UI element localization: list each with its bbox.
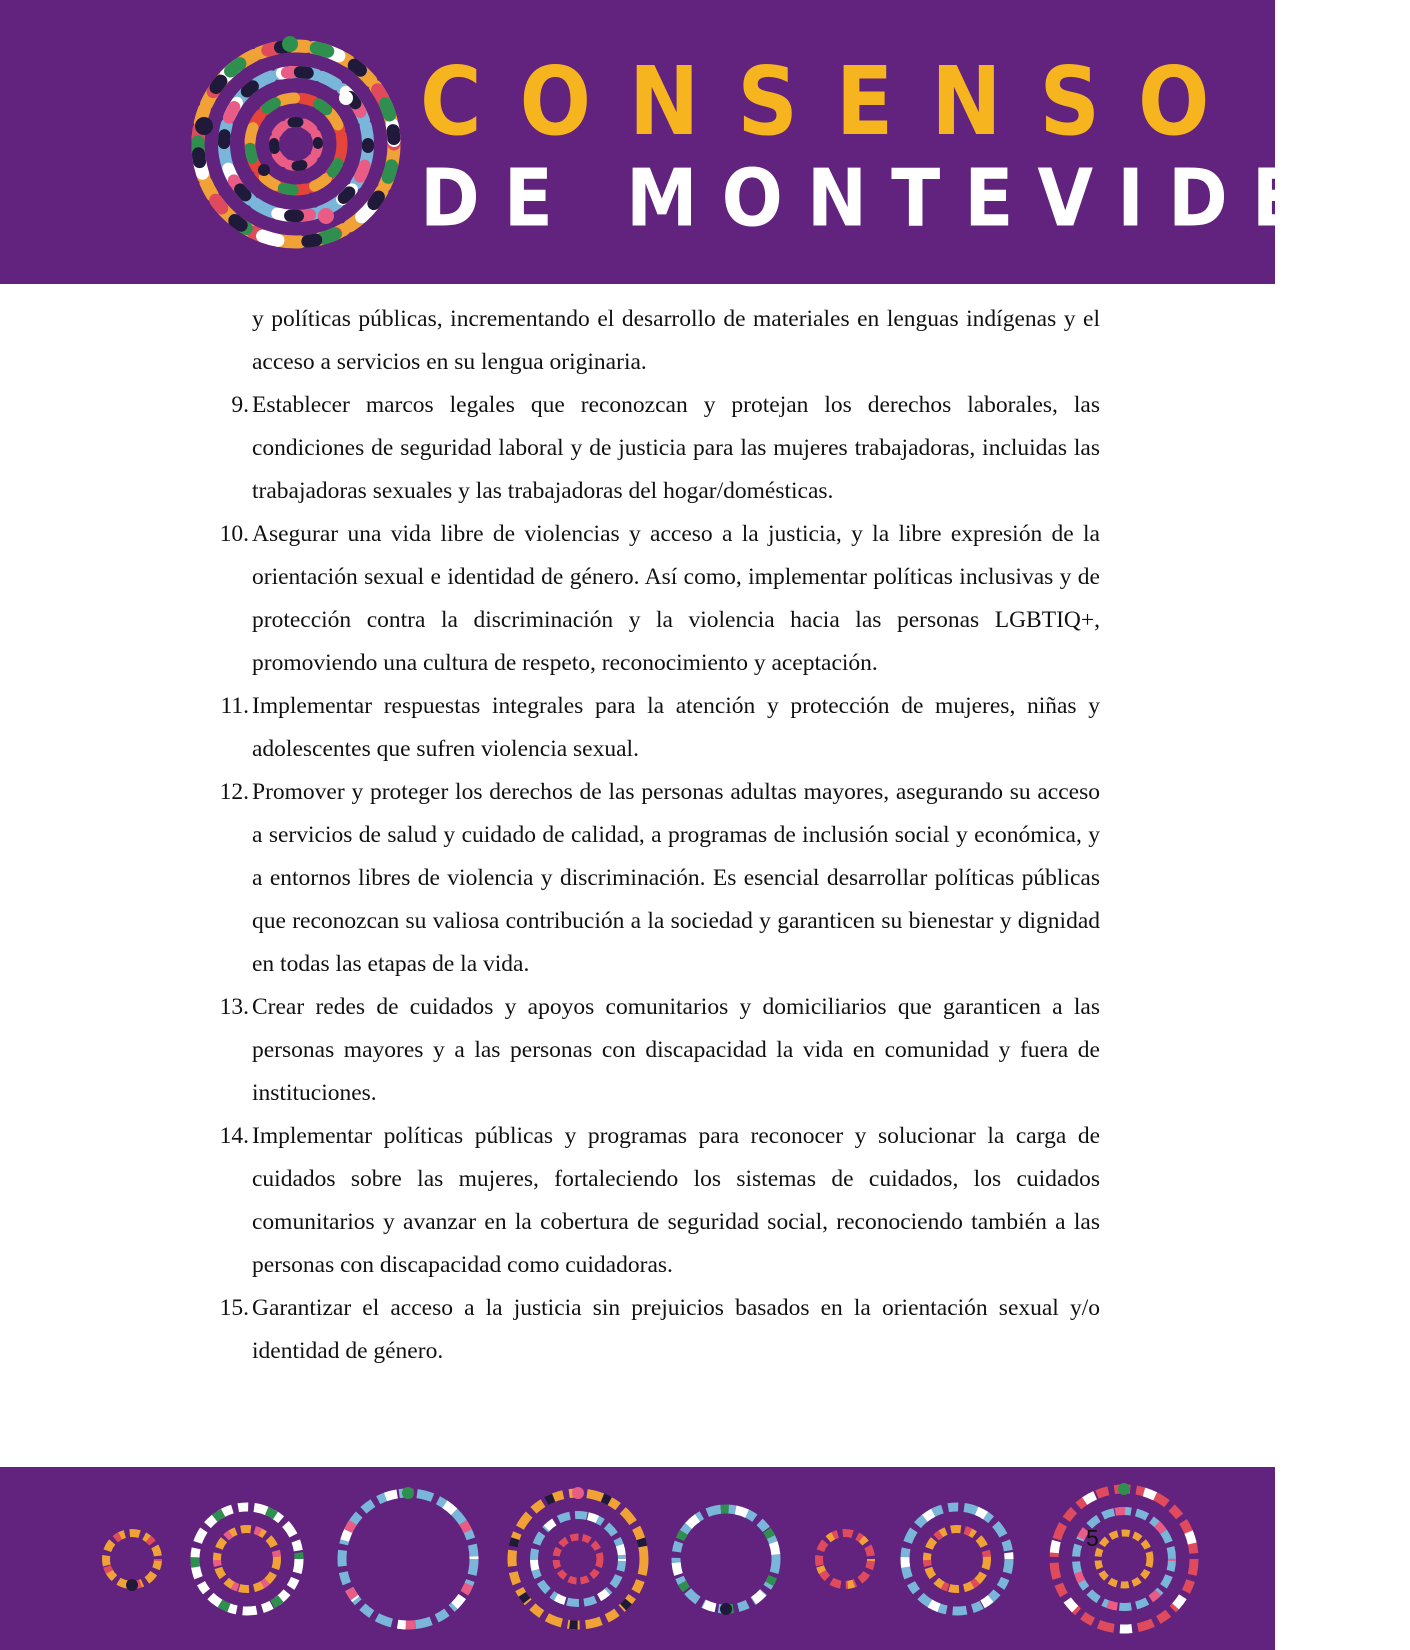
list-item: [215, 384, 1100, 513]
title-consenso: CONSENSO: [420, 46, 1248, 157]
list-item: [215, 1287, 1100, 1373]
list-item-text: Asegurar una vida libre de violencias y acceso a la justicia, y la libre expresión de la orientación sexual e identidad de género. Así como, implementar políticas inclusivas y de protección contra la discriminación y la violencia hacia las personas LGBTIQ+, promoviendo una cultura de respeto, reconocimiento y aceptación.: [252, 521, 1100, 676]
list-item-text: Implementar respuestas integrales para la atención y protección de mujeres, niñas y adolescentes que sufren violencia sexual.: [252, 693, 1100, 762]
consenso-logo-icon: [186, 34, 406, 254]
document-body: [215, 298, 1100, 1373]
list-item-text: Implementar políticas públicas y programas para reconocer y solucionar la carga de cuidados sobre las mujeres, fortaleciendo los sistemas de cuidados, los cuidados comunitarios y avanzar en la cobertura de seguridad social, reconociendo también a las personas con discapacidad como cuidadoras.: [252, 1123, 1100, 1278]
people-circles-pattern-icon: [0, 1467, 1275, 1650]
list-item-text: Promover y proteger los derechos de las personas adultas mayores, asegurando su acceso a servicios de salud y cuidado de calidad, a programas de inclusión social y económica, y a entornos libres de violencia y discriminación. Es esencial desarrollar políticas públicas que reconozcan su valiosa contribución a la sociedad y garanticen su bienestar y dignidad en todas las etapas de la vida.: [252, 779, 1100, 977]
list-item-number: 12.: [219, 779, 249, 805]
list-item-number: 13.: [219, 994, 249, 1020]
list-item: [215, 771, 1100, 986]
title-de-montevideo: DE MONTEVIDEO: [420, 151, 1410, 245]
list-item-number: 15.: [219, 1295, 249, 1321]
list-item-text: Establecer marcos legales que reconozcan y protejan los derechos laborales, las condiciones de seguridad laboral y de justicia para las mujeres trabajadoras, incluidas las trabajadoras sexuales y las trabajadoras del hogar/domésticas.: [252, 392, 1100, 504]
list-item: [215, 1115, 1100, 1287]
list-item: [215, 513, 1100, 685]
page-number: 5: [1086, 1525, 1099, 1551]
document-title: [420, 46, 1410, 245]
list-item-text: Crear redes de cuidados y apoyos comunitarios y domiciliarios que garanticen a las personas mayores y a las personas con discapacidad la vida en comunidad y fuera de instituciones.: [252, 994, 1100, 1106]
list-item: [215, 986, 1100, 1115]
recommendations-list: [215, 384, 1100, 1373]
footer-banner: [0, 1467, 1275, 1650]
list-item: [215, 685, 1100, 771]
list-item-text: Garantizar el acceso a la justicia sin prejuicios basados en la orientación sexual y/o identidad de género.: [252, 1295, 1100, 1364]
list-item-number: 9.: [231, 392, 249, 418]
continued-paragraph: y políticas públicas, incrementando el desarrollo de materiales en lenguas indígenas y el acceso a servicios en su lengua originaria.: [252, 306, 1100, 375]
list-item-number: 11.: [220, 693, 249, 719]
header-banner: [0, 0, 1410, 284]
list-item-number: 10.: [219, 521, 249, 547]
list-item-number: 14.: [219, 1123, 249, 1149]
